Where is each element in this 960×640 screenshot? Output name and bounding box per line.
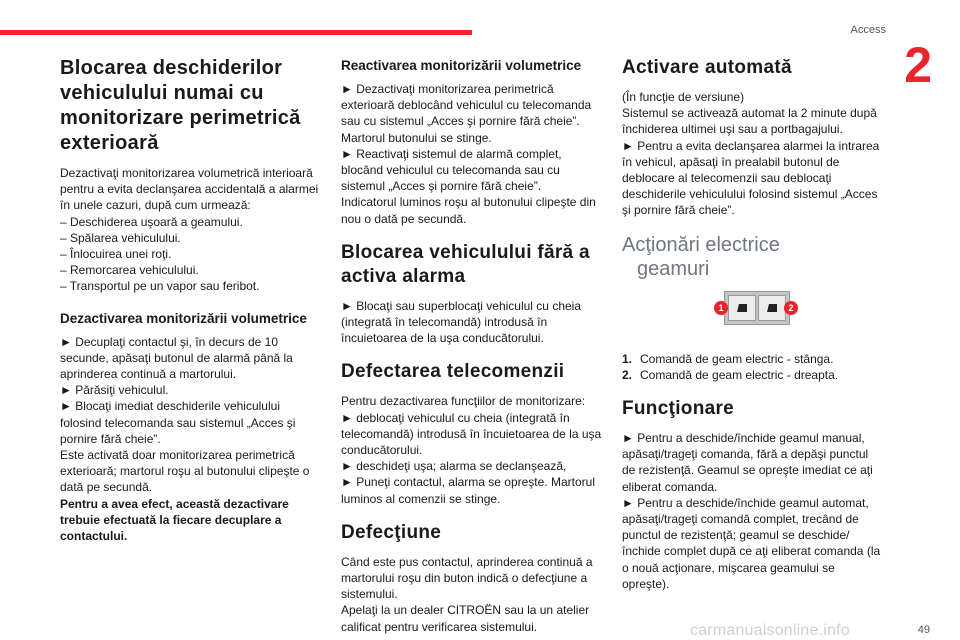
step-text: Martorul butonului se stinge. — [341, 130, 492, 145]
important-note: Pentru a avea efect, această dezactivare trebuie efectuată la fiecare decuplare a contactului. — [60, 496, 289, 544]
list-item: – Transportul pe un vapor sau feribot. — [60, 279, 260, 294]
switch-panel — [724, 291, 790, 325]
callout-2: 2 — [784, 301, 798, 315]
auto-text: Sistemul se activează automat la 2 minute după închiderea ultimei uşi sau a portbagajului. — [622, 106, 877, 137]
column-1 — [60, 56, 322, 544]
legend-item: 1. Comandă de geam electric - stânga. — [622, 351, 834, 366]
fault-text: Când este pus contactul, aprinderea continuă a martorului roşu din buton indică o defecţiune a sistemului. — [341, 554, 593, 602]
step-text: Pentru dezactivarea funcţiilor de monitorizare: — [341, 394, 586, 409]
callout-1: 1 — [714, 301, 728, 315]
list-item: – Remorcarea vehiculului. — [60, 263, 199, 278]
step-text: ► Blocaţi imediat deschiderile vehiculului folosind telecomanda sau sistemul „Acces şi pornire fără cheie”. — [60, 399, 296, 446]
op-text: ► Pentru a deschide/închide geamul manual, apăsaţi/trageţi comanda, fără a depăşi punctul de rezistenţă. Geamul se opreşte imediat ce aţi eliberat comanda. — [622, 431, 873, 494]
window-switch-icon — [758, 295, 786, 321]
fault-text: Apelaţi la un dealer CITROËN sau la un atelier calificat pentru verificarea sistemului. — [341, 603, 590, 634]
window-switch-icon — [728, 295, 756, 321]
step-text: ► Reactivaţi sistemul de alarmă complet, blocând vehiculul cu telecomanda sau cu sistemul „Acces şi pornire fără cheie”. — [341, 146, 562, 194]
heading-auto-activation: Activare automată — [622, 57, 792, 78]
list-item: – Înlocuirea unei roţi. — [60, 247, 172, 262]
auto-text: ► Pentru a evita declanşarea alarmei la intrarea în vehicul, apăsaţi în prealabil butonul de deblocare al telecomenzii sau deblocaţi deschiderile vehiculului folosind sistemul „Acces şi pornire fără cheie”. — [622, 138, 880, 218]
chapter-title-electric-windows — [622, 233, 884, 281]
chapter-title-line1: Acţionări electrice — [622, 233, 780, 256]
op-text: ► Pentru a deschide/închide geamul automat, apăsaţi/trageţi comandă complet, trecând de punctul de rezistenţă; geamul se deschide/închide complet după ce aţi eliberat comanda (la o nouă acţionare, mişcarea geamului se opreşte). — [622, 495, 881, 591]
list-item: – Spălarea vehiculului. — [60, 230, 181, 245]
heading-operation: Funcţionare — [622, 398, 735, 420]
legend-item: 2. Comandă de geam electric - dreapta. — [622, 367, 839, 382]
heading-remote-failure: Defectarea telecomenzii — [341, 361, 565, 383]
step-text: ► deschideţi uşa; alarma se declanşează, — [341, 459, 567, 474]
step-text: ► Puneţi contactul, alarma se opreşte. Martorul luminos al comenzii se stinge. — [341, 475, 595, 506]
heading-lock-without-alarm: Blocarea vehiculului fără a activa alarma — [341, 241, 590, 287]
header-accent-bar — [0, 30, 472, 35]
step-text: Este activată doar monitorizarea perimetrică exterioară; martorul roşu al butonului clipeşte o dată pe secundă. — [60, 448, 310, 495]
heading-reactivate-volumetric: Reactivarea monitorizării volumetrice — [341, 58, 582, 73]
heading-fault: Defecţiune — [341, 521, 442, 543]
heading-perimeter-lock: Blocarea deschiderilor vehiculului numai cu monitorizare perimetrică exterioară — [60, 57, 301, 154]
page-number: 49 — [917, 624, 930, 636]
chapter-number: 2 — [904, 37, 932, 93]
step-text: ► Blocaţi sau superblocaţi vehiculul cu cheia (integrată în telecomandă) introdusă în încuietoarea de la uşa conducătorului. — [341, 298, 582, 346]
list-item: – Deschiderea uşoară a geamului. — [60, 214, 243, 229]
step-text: ► Dezactivaţi monitorizarea perimetrică exterioară deblocând vehiculul cu telecomanda sau cu sistemul „Acces şi pornire fără cheie”. — [341, 82, 592, 129]
step-text: ► Părăsiţi vehiculul. — [60, 383, 169, 398]
window-switch-figure — [622, 289, 884, 339]
section-label: Access — [850, 24, 886, 36]
chapter-title-line2: geamuri — [637, 257, 710, 280]
step-text: Indicatorul luminos roşu al butonului clipeşte din nou o dată pe secundă. — [341, 195, 596, 226]
version-note: (În funcţie de versiune) — [622, 90, 745, 104]
column-2 — [341, 56, 605, 635]
step-text: ► deblocaţi vehiculul cu cheia (integrată în telecomandă) introdusă în încuietoarea de la uşa conducătorului. — [341, 410, 602, 458]
step-text: ► Decuplaţi contactul şi, în decurs de 10 secunde, apăsaţi butonul de alarmă până la aprinderea continuă a martorului. — [60, 334, 293, 382]
watermark: carmanualsonline.info — [690, 622, 850, 639]
intro-text: Dezactivaţi monitorizarea volumetrică interioară pentru a evita declanşarea accidentală a alarmei în unele cazuri, după cum urmează: — [60, 166, 319, 213]
heading-deactivate-volumetric: Dezactivarea monitorizării volumetrice — [60, 310, 307, 326]
column-3 — [622, 56, 884, 592]
